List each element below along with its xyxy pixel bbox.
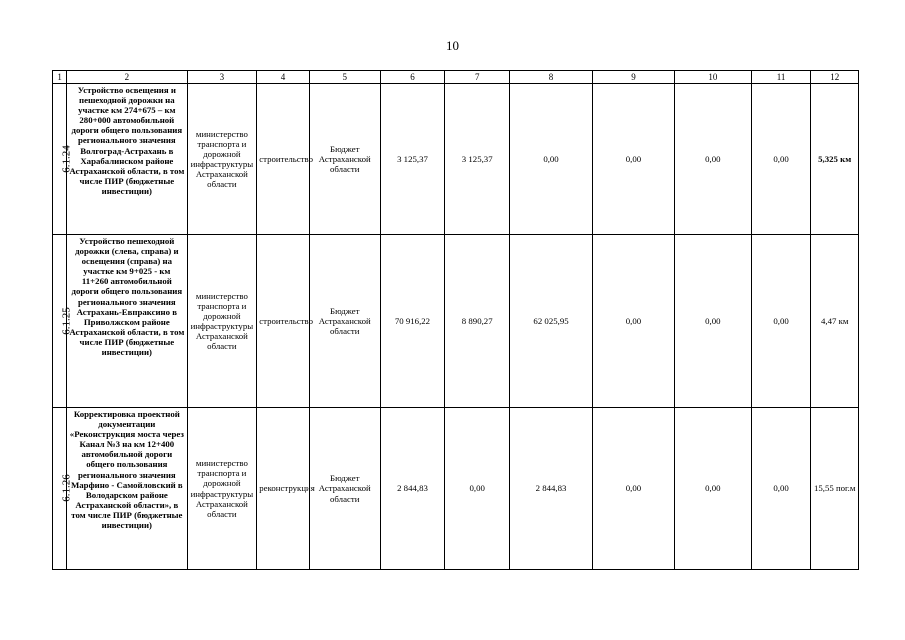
header-cell: 5	[309, 71, 380, 84]
table-row	[53, 84, 859, 235]
value-col8: 2 844,83	[510, 408, 593, 570]
value-col6: 70 916,22	[380, 235, 445, 408]
value-col8: 0,00	[510, 84, 593, 235]
value-col11: 0,00	[751, 408, 811, 570]
page-number: 10	[446, 38, 459, 53]
row-index-cell	[53, 235, 73, 408]
customer: министерство транспорта и дорожной инфраструктуры Астраханской области	[187, 235, 257, 408]
header-cell: 10	[674, 71, 751, 84]
value-col9: 0,00	[592, 408, 674, 570]
customer: министерство транспорта и дорожной инфраструктуры Астраханской области	[187, 408, 257, 570]
funding-source: Бюджет Астраханской области	[309, 408, 380, 570]
capacity: 5,325 км	[811, 84, 859, 235]
value-col9: 0,00	[592, 235, 674, 408]
value-col7: 3 125,37	[445, 84, 510, 235]
work-type: строительство	[257, 235, 310, 408]
funding-source: Бюджет Астраханской области	[309, 235, 380, 408]
header-cell: 2	[67, 71, 187, 84]
row-index-cell	[53, 408, 73, 570]
header-cell: 9	[592, 71, 674, 84]
object-name: Устройство пешеходной дорожки (слева, справа) и освещения (справа) на участке км 9+025 - км 11+260 автомобильной дороги общего пользования регионального значения Астрахань-Евпраксино в Приволжском районе Астраханской области, в том числе ПИР (бюджетные инвестиции)	[67, 235, 187, 408]
table-row	[53, 235, 859, 408]
header-cell: 12	[811, 71, 859, 84]
work-type: строительство	[257, 84, 310, 235]
capacity: 4,47 км	[811, 235, 859, 408]
work-type: реконструкция	[257, 408, 310, 570]
header-cell: 8	[510, 71, 593, 84]
row-index: 6.1.26	[60, 474, 73, 503]
value-col8: 62 025,95	[510, 235, 593, 408]
value-col9: 0,00	[592, 84, 674, 235]
table-row	[53, 408, 859, 570]
value-col10: 0,00	[674, 408, 751, 570]
value-col11: 0,00	[751, 235, 811, 408]
object-name: Устройство освещения и пешеходной дорожки на участке км 274+675 – км 280+000 автомобильной дороги общего пользования регионального значения Волгоград-Астрахань в Харабалинском районе Астраханской области, в том числе ПИР (бюджетные инвестиции)	[67, 84, 187, 235]
funding-source: Бюджет Астраханской области	[309, 84, 380, 235]
value-col6: 2 844,83	[380, 408, 445, 570]
capacity: 15,55 пог.м	[811, 408, 859, 570]
header-cell: 7	[445, 71, 510, 84]
header-cell: 11	[751, 71, 811, 84]
value-col10: 0,00	[674, 235, 751, 408]
value-col7: 8 890,27	[445, 235, 510, 408]
value-col6: 3 125,37	[380, 84, 445, 235]
investment-table	[52, 70, 859, 570]
header-cell: 6	[380, 71, 445, 84]
header-cell: 3	[187, 71, 257, 84]
header-cell: 1	[53, 71, 67, 84]
row-index: 6.1.24	[60, 145, 73, 173]
object-name: Корректировка проектной документации «Реконструкция моста через Канал №3 на км 12+400 автомобильной дороги общего пользования регионального значения Марфино - Самойловский в Володарском районе Астраханской области», в том числе ПИР (бюджетные инвестиции)	[67, 408, 187, 570]
value-col7: 0,00	[445, 408, 510, 570]
value-col11: 0,00	[751, 84, 811, 235]
header-row	[53, 71, 859, 84]
value-col10: 0,00	[674, 84, 751, 235]
row-index-cell	[53, 84, 73, 235]
header-cell: 4	[257, 71, 310, 84]
row-index: 6.1.25	[60, 307, 73, 335]
customer: министерство транспорта и дорожной инфраструктуры Астраханской области	[187, 84, 257, 235]
